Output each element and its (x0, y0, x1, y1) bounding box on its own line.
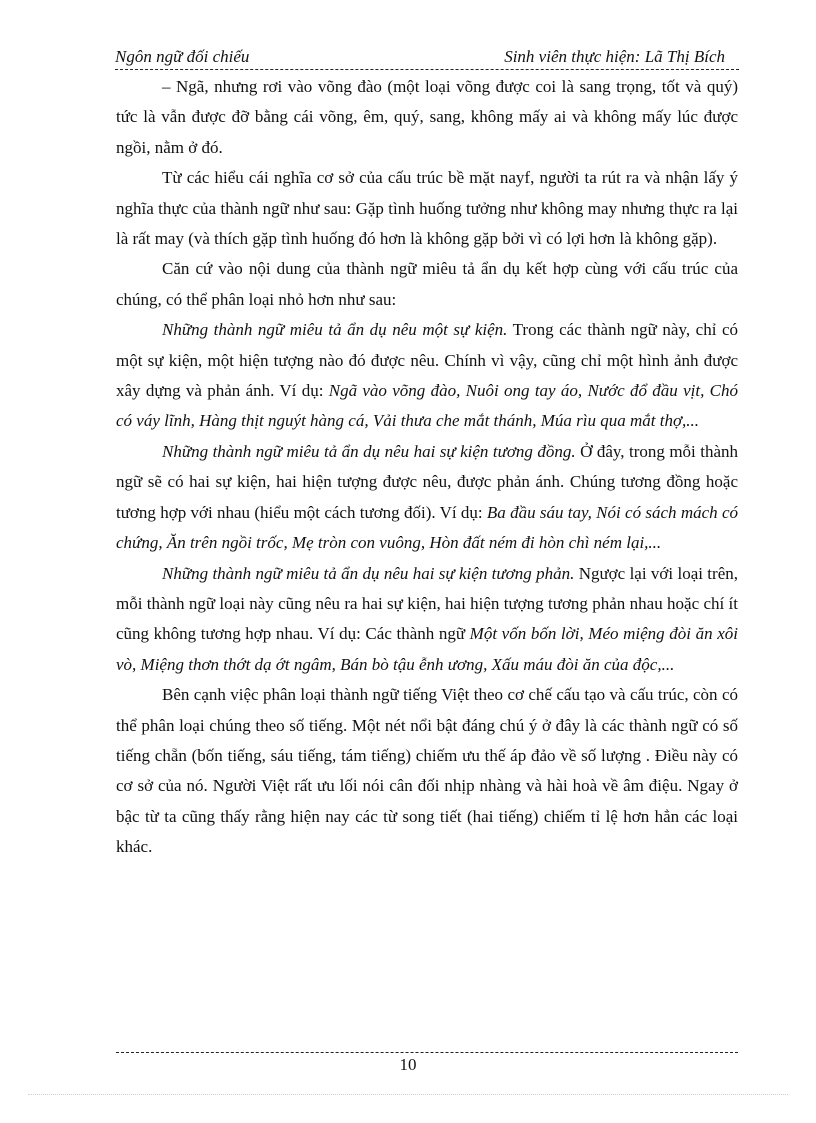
paragraph-6 (116, 559, 738, 681)
paragraph-4 (116, 315, 738, 437)
paragraph-2: Từ các hiểu cái nghĩa cơ sở của cấu trúc bề mặt nayf, người ta rút ra và nhận lấy ý nghĩa thực của thành ngữ như sau: Gặp tình huống tưởng như không may nhưng thực ra lại là rất may (và thích gặp tình huống đó hơn là không gặp bởi vì có lợi hơn là không gặp). (116, 168, 738, 249)
page-bottom-edge (28, 1094, 788, 1095)
page-number: 10 (399, 1055, 417, 1074)
paragraph-5-examples: Ba đầu sáu tay, Nói có sách mách có chứng, Ăn trên ngồi trốc, Mẹ tròn con vuông, Hòn đất ném đi hòn chì ném lại,... (116, 502, 739, 553)
page-header (115, 47, 739, 70)
paragraph-1: – Ngã, nhưng rơi vào võng đào (một loại võng được coi là sang trọng, tốt và quý) tức là vẫn được đỡ bằng cái võng, êm, quý, sang, không mấy ai và không mấy lúc được ngồi, nằm ở đó. (116, 77, 738, 157)
paragraph-7: Bên cạnh việc phân loại thành ngữ tiếng Việt theo cơ chế cấu tạo và cấu trúc, còn có thể phân loại chúng theo số tiếng. Một nét nổi bật đáng chú ý ở đây là các thành ngữ có số tiếng chẵn (bốn tiếng, sáu tiếng, tám tiếng) chiếm ưu thế áp đảo về số lượng . Điều này có cơ sở của nó. Người Việt rất ưu lối nói cân đối nhịp nhàng và hài hoà về âm điệu. Ngay ở bậc từ ta cũng thấy rằng hiện nay các từ song tiết (hai tiếng) chiếm tỉ lệ hơn hẳn các loại khác. (116, 685, 738, 857)
header-title: Ngôn ngữ đối chiếu (115, 47, 250, 66)
paragraph-6-examples: Một vốn bốn lời, Méo miệng đòi ăn xôi vò, Miệng thơn thớt dạ ớt ngâm, Bán bò tậu ễnh ương, Xấu máu đòi ăn của độc,... (116, 624, 738, 674)
footer-divider (116, 1052, 738, 1053)
paragraph-4-text: Trong các thành ngữ này, chỉ có một sự kiện, một hiện tượng nào đó được nêu. Chính vì vậy, cũng chỉ một hình ảnh được xây dựng và phản ánh. Ví dụ: (116, 320, 739, 401)
paragraph-6-lead: Những thành ngữ miêu tả ẩn dụ nêu hai sự kiện tương phản. (162, 563, 575, 583)
paragraph-6-text: Ngược lại với loại trên, mỗi thành ngữ loại này cũng nêu ra hai sự kiện, hai hiện tượng tương phản nhau hoặc chí ít cũng không tương hợp nhau. Ví dụ: Các thành ngữ (116, 563, 738, 644)
paragraph-3: Căn cứ vào nội dung của thành ngữ miêu tả ẩn dụ kết hợp cùng với cấu trúc của chúng, có thể phân loại nhỏ hơn như sau: (116, 259, 738, 309)
header-author: Sinh viên thực hiện: Lã Thị Bích (504, 47, 725, 66)
document-body (116, 72, 738, 863)
paragraph-4-lead: Những thành ngữ miêu tả ẩn dụ nêu một sự kiện. (162, 320, 508, 340)
paragraph-5 (116, 437, 738, 559)
paragraph-5-lead: Những thành ngữ miêu tả ẩn dụ nêu hai sự kiện tương đồng. (162, 441, 576, 461)
paragraph-5-text: Ở đây, trong mỗi thành ngữ sẽ có hai sự kiện, hai hiện tượng được nêu, được phản ánh. Chúng tương đồng hoặc tương hợp với nhau (hiểu một cách tương đối). Ví dụ: (116, 441, 738, 522)
paragraph-4-examples: Ngã vào võng đào, Nuôi ong tay áo, Nước đổ đầu vịt, Chó có váy lĩnh, Hàng thịt nguýt hàng cá, Vải thưa che mắt thánh, Múa rìu qua mắt thợ,... (116, 381, 739, 431)
